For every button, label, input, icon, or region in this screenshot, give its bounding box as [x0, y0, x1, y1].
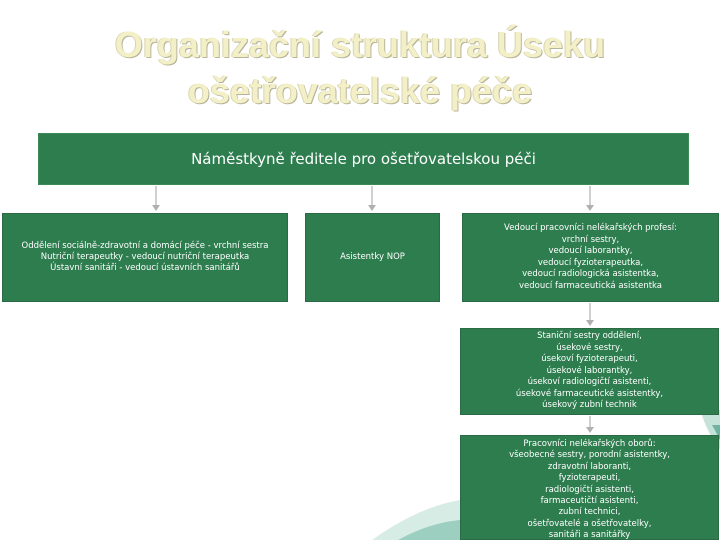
- non-medical-staff-box: [460, 435, 719, 540]
- deputy-director-label: Náměstkyně ředitele pro ošetřovatelskou péči: [191, 150, 536, 168]
- social-care-unit-box: [2, 213, 288, 302]
- ward-sisters-box: [460, 328, 719, 415]
- nop-assistants-box: [305, 213, 440, 302]
- non-medical-staff-text: Pracovníci nelékařských oborů: všeobecné sestry, porodní asistentky, zdravotní laboranti, fyzioterapeuti, radiologičtí asistenti, farmaceutičtí asistenti, zubní technici, ošetřovatelé a ošetřovatelky, sanitáři a sanitářky: [509, 439, 670, 541]
- title-line-1: Organizační struktura Úseku: [114, 24, 606, 65]
- title-line-2: ošetřovatelské péče: [187, 70, 533, 111]
- deputy-director-box: [38, 133, 689, 185]
- social-care-unit-text: Oddělení sociálně-zdravotní a domácí péče - vrchní sestra Nutriční terapeutky - vedoucí nutriční terapeutka Ústavní sanitáři - vedoucí ústavních sanitářů: [21, 241, 269, 273]
- ward-sisters-text: Staniční sestry oddělení, úsekové sestry, úsekoví fyzioterapeuti, úsekové laborantky, úsekoví radiologičtí asistenti, úsekové farmaceutické asistentky, úsekový zubní technik: [515, 331, 664, 411]
- non-medical-heads-box: [462, 213, 719, 302]
- non-medical-heads-text: Vedoucí pracovníci nelékařských profesí: vrchní sestry, vedoucí laborantky, vedoucí fyzioterapeutka, vedoucí radiologická asistentka, vedoucí farmaceutická asistentka: [504, 223, 677, 291]
- nop-assistants-text: Asistentky NOP: [340, 252, 405, 262]
